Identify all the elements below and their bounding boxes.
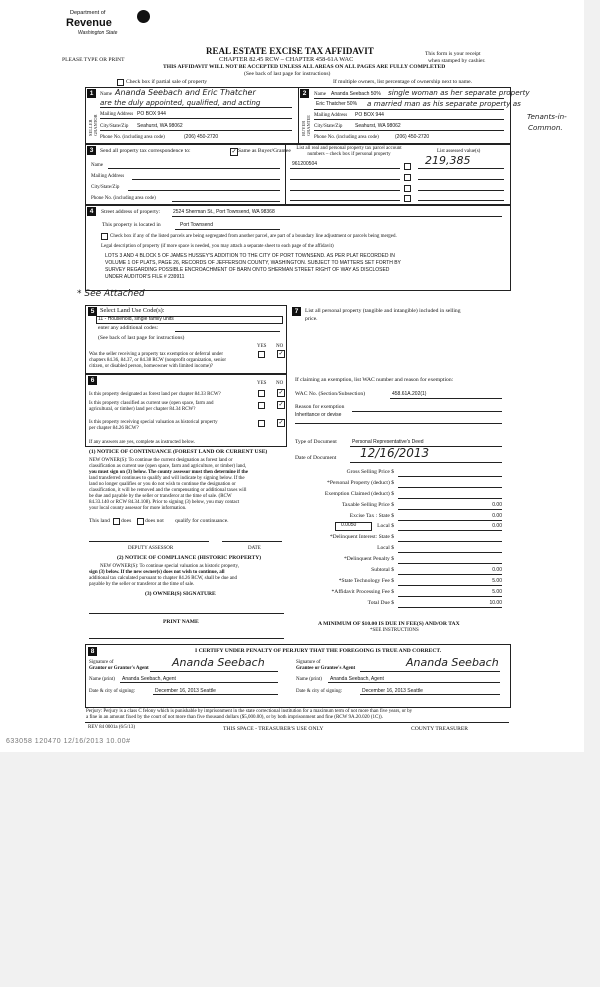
perjury-line2: a fine in an amount fixed by the court of not more than five thousand dollars ($5,000.00), or by both imprisonment and fine (RCW 9A.20.020 (1C)). (86, 715, 383, 720)
tax-row-label: Local $ (377, 523, 394, 529)
section-6-badge: 6 (88, 376, 97, 385)
tax-row-label: *Delinquent Interest: State $ (329, 534, 394, 540)
s5-no-checkbox[interactable]: ✓ (278, 351, 284, 357)
legal-line-2[interactable]: VOLUME 1 OF PLATS, PAGE 26, RECORDS OF JEFFERSON COUNTY, WASHINGTON. SUBJECT TO MATTERS SET FORTH BY (105, 260, 401, 266)
s5-question-1: Was the seller receiving a property tax exemption or deferral under (89, 352, 223, 357)
does-not-label: does not (145, 518, 164, 524)
same-as-buyer-label: Same as Buyer/Grantee (238, 148, 291, 154)
parcel-header: List all real and personal property tax parcel account numbers – check box if personal property (296, 146, 402, 157)
s6-q3-yes[interactable] (258, 420, 265, 427)
perjury-line1: Perjury: Perjury is a class C felony which is punishable by imprisonment in the state correctional institution for a maximum term of not more than five years, or by (86, 709, 413, 714)
seller-name[interactable]: Ananda Seebach and Eric Thatcher (115, 88, 256, 97)
owner-signature-title: (3) OWNER(S) SIGNATURE (145, 591, 216, 597)
buyer-name-label: Name (314, 92, 326, 97)
assessed-value[interactable]: 219,385 (425, 154, 471, 167)
personal-prop-checkbox-1[interactable] (404, 163, 411, 170)
treasurer-use: THIS SPACE - TREASURER'S USE ONLY (223, 726, 324, 732)
tax-row-label: Total Due $ (367, 600, 394, 606)
excise-state-value[interactable]: 0.00 (492, 513, 502, 519)
seller-phone[interactable]: (206) 450-2720 (184, 134, 219, 140)
s6-q2-yes[interactable] (258, 402, 265, 409)
parcel-number[interactable]: 961200504 (292, 161, 318, 167)
section-3-badge: 3 (87, 146, 96, 155)
buyer-name3-hw[interactable]: Tenants-in- (527, 112, 567, 121)
seller-city-label: City/State/Zip (100, 124, 129, 129)
form-title: REAL ESTATE EXCISE TAX AFFIDAVIT (206, 46, 374, 56)
notice-continuance-title: (1) NOTICE OF CONTINUANCE (FOREST LAND OR CURRENT USE) (89, 449, 268, 455)
personal-prop-checkbox-3[interactable] (404, 185, 411, 192)
s5-yes-checkbox[interactable] (258, 351, 265, 358)
county-treasurer: COUNTY TREASURER (411, 726, 469, 732)
s6-q3-no[interactable]: ✓ (278, 420, 284, 426)
tax-row-label: *Affidavit Processing Fee $ (331, 589, 394, 595)
land-use-see-back: (See back of last page for instructions) (98, 335, 185, 341)
buyer-name1[interactable]: Ananda Seebach 50% (331, 91, 381, 97)
total-due-value[interactable]: 10.00 (489, 600, 502, 606)
doc-date-value[interactable]: 12/16/2013 (360, 446, 430, 460)
tax-row-label: *Personal Property (deduct) $ (327, 480, 394, 486)
tax-row-label: *Delinquent Penalty $ (343, 556, 394, 562)
cashier-stamp: 633058 120470 12/16/2013 10.00# (6, 738, 131, 745)
see-instructions: *SEE INSTRUCTIONS (370, 628, 419, 633)
tech-fee-value[interactable]: 5.00 (492, 578, 502, 584)
located-in[interactable]: Port Townsend (180, 222, 213, 228)
section-2-badge: 2 (300, 89, 309, 98)
see-back-note: (See back of last page for instructions) (244, 71, 331, 77)
section-4-badge: 4 (87, 207, 96, 216)
grantee-print-name[interactable]: Ananda Seebach, Agent (330, 676, 384, 682)
corr-mailing-label: Mailing Address (91, 174, 125, 179)
form-chapter: CHAPTER 82.45 RCW – CHAPTER 458-61A WAC (219, 56, 354, 63)
wac-number[interactable]: 458.61A.202(1) (392, 391, 427, 397)
tax-row-label: Subtotal $ (371, 567, 394, 573)
not-accepted-note: THIS AFFIDAVIT WILL NOT BE ACCEPTED UNLESS ALL AREAS ON ALL PAGES ARE FULLY COMPLETED (163, 64, 446, 70)
buyer-city[interactable]: Seahurst, WA 98062 (355, 123, 401, 129)
grantee-signature[interactable]: Ananda Seebach (406, 656, 499, 669)
same-as-buyer-checkbox[interactable]: ✓ (231, 149, 237, 155)
s5-question-3: citizen, or disabled person, homeowner with limited income)? (89, 364, 213, 369)
assessed-header: List assessed value(s) (437, 149, 481, 154)
grantor-date[interactable]: December 16, 2013 Seattle (155, 688, 216, 694)
minimum-note: A MINIMUM OF $10.00 IS DUE IN FEE(S) AND/OR TAX (318, 621, 460, 627)
affidavit-page: Department of Revenue Washington State PLEASE TYPE OR PRINT REAL ESTATE EXCISE TAX AFFIDAVIT CHAPTER 82.45 RCW – CHAPTER 458-61A WAC THIS AFFIDAVIT WILL NOT BE ACCEPTED UNLESS ALL AREAS ON ALL PAGES ARE FULLY COMPLETED (See back of last page for instructions) This form is your receipt when stamped by cashier. Check box if partial sale of property If multiple owners, list percentage of ownership next to name. 1 2 SELLER GRANTOR BUYER GRANTEE Name Ananda Seebach and Eric Thatcher are the duly appointed, qualified, and acting Mailing Address PO BOX 944 City/State/Zip Seahurst, WA 98062 Phone No. (including area code) (206) 450-2720 Name Ananda Seebach 50% single woman as her separate property Eric Thatcher 50% a married man as his separate property as Tenants-in- Common. Mailing Address PO BOX 944 City/State/Zip Seahurst, WA 98062 Phone No. (including area code) (206) 450-2720 3 Send all property tax correspondence to: ✓ Same as Buyer/Grantee Name Mailing Address City/State/Zip Phone No. (including area code) List all real and personal property tax parcel account numbers – check box if personal property List assessed value(s) 961200504 219,385 4 Street address of property: 2524 Sherman St., Port Townsend, WA 98368 This property is located in Port Townsend Check box if any of the listed parcels are being segregated from another parcel, are part of a boundary line adjustment or parcels being merged. Legal description of property (if more space is needed, you may attach a separate sheet to each page of the affidavit) LOTS 3 AND 4 BLOCK 5 OF JAMES HUSSEY'S ADDITION TO THE CITY OF PORT TOWNSEND. AS PER PLAT RECORDED IN VOLUME 1 OF PLATS, PAGE 26, RECORDS OF JEFFERSON COUNTY, WASHINGTON. SUBJECT TO MATTERS SET FORTH BY SURVEY REGARDING POSSIBLE ENCROACHMENT OF BARN ONTO SHERMAN STREET RIGHT OF WAY AS DISCLOSED UNDER AUDITOR'S FILE # 239911 * See Attached 5 Select Land Use Code(s): 11 - Household, single family units enter any additional codes: (See back of last page for instructions) YES NO Was the seller receiving a property tax exemption or deferral under chapters 84.36, 84.37, or 84.38 RCW (nonprofit organization, senior citizen, or disabled person, homeowner with limited income)? ✓ 7 List all personal property (tangible and intangible) included in selling price. 6 YES NO Is this property designated as forest land per chapter 84.33 RCW? ✓ Is this property classified as current use (open space, farm and agricultural, or timber) land per chapter 84.34 RCW? ✓ Is this property receiving special valuation as historical property per chapter 84.26 RCW? ✓ If any answers are yes, complete as instructed below. (1) NOTICE OF CONTINUANCE (FOREST LAND OR CURRENT USE) NEW OWNER(S): To continue the current designation as forest land or classification as current use (open space, farm and agriculture, or timber) land, you must sign on (3) below. The county assessor must then determine if the land transferred continues to qualify and will indicate by signing below. If the land no longer qualifies or you do not wish to continue the designation or classification, it will be removed and the compensating or additional taxes will be due and payable by the seller or transferor at the time of sale. (RCW 84.33.140 or RCW 84.34.108). Prior to signing (3) below, you may contact your local county assessor for more information. This land does does not qualify for continuance. DEPUTY ASSESSOR DATE (2) NOTICE OF COMPLIANCE (HISTORIC PROPERTY) NEW OWNER(S): To continue special valuation as historic property, sign (3) below. If the new owner(s) does not wish to continue, all additional tax calculated pursuant to chapter 84.26 RCW, shall be due and payable by the seller or transferor at the time of sale. (3) OWNER(S) SIGNATURE PRINT NAME If claiming an exemption, list WAC number and reason for exemption: WAC No. (Section/Subsection) 458.61A.202(1) Reason for exemption Inheritance or devise Type of Document Personal Representative's Deed Date of Document 12/16/2013 Gross Selling Price $ *Personal Property (deduct) $ Exemption Claimed (deduct) $ Taxable Selling Price $ 0.00 Excise Tax : State $ 0.00 0.0050 Local $ 0.00 *Delinquent Interest: State $ Local $ *Delinquent Penalty $ Subtotal $ 0.00 *State Technology Fee $ 5.00 *Affidavit Processing Fee $ 5.00 Total Due $ 10.00 A MINIMUM OF $10.00 IS DUE IN FEE(S) AND/OR TAX *SEE INSTRUCTIONS 8 I CERTIFY UNDER PENALTY OF PERJURY THAT THE FOREGOING IS TRUE AND CORRECT. Signature of Grantor or Grantor's Agent Ananda Seebach Signature of Grantee or Grantee's Agent Ananda Seebach Name (print) Ananda Seebach, Agent Name (print) Ananda Seebach, Agent Date & city of signing: December 16, 2013 Seattle Date & city of signing: December 16, 2013 Seattle Perjury: Perjury is a class C felony which is punishable by imprisonment in the state correctional institution for a maximum term of not more than five years, or by a fine in an amount fixed by the court of not more than five thousand dollars ($5,000.00), or by both imprisonment and fine (RCW 9A.20.020 (1C)). REV 84 0001a (6/5/13) THIS SPACE - TREASURER'S USE ONLY COUNTY TREASURER 633058 120470 12/16/2013 10.00# (0, 0, 584, 752)
buyer-city-label: City/State/Zip (314, 124, 343, 129)
doc-type-value[interactable]: Personal Representative's Deed (352, 439, 424, 445)
see-attached: * See Attached (77, 289, 145, 299)
personal-property-label: List all personal property (tangible and intangible) included in selling (305, 308, 461, 314)
located-label: This property is located in (102, 222, 161, 228)
street-label: Street address of property: (101, 209, 161, 215)
affidavit-fee-value[interactable]: 5.00 (492, 589, 502, 595)
send-correspondence-label: Send all property tax correspondence to: (100, 148, 191, 154)
taxable-price-value[interactable]: 0.00 (492, 502, 502, 508)
corr-phone-label: Phone No. (including area code) (91, 196, 156, 201)
does-label: does (121, 518, 132, 524)
assessor-date-label: DATE (248, 546, 261, 551)
tax-row-label: Exemption Claimed (deduct) $ (324, 491, 394, 497)
grantor-signature[interactable]: Ananda Seebach (172, 656, 265, 669)
buyer-mailing[interactable]: PO BOX 944 (355, 112, 384, 118)
seller-phone-label: Phone No. (including area code) (100, 135, 165, 140)
agency-line2: Revenue (66, 17, 112, 29)
s6-yes: YES (257, 381, 267, 386)
corr-name-label: Name (91, 163, 103, 168)
s6-q2b: agricultural, or timber) land per chapter 84.34 RCW? (89, 407, 196, 412)
grantee-sig-label1: Signature of (296, 660, 321, 665)
s6-q2a: Is this property classified as current use (open space, farm and (89, 401, 214, 406)
seller-mailing-label: Mailing Address (100, 112, 134, 117)
street-address[interactable]: 2524 Sherman St., Port Townsend, WA 98368 (173, 209, 275, 215)
receipt-line1: This form is your receipt (425, 51, 481, 57)
tax-row-label: Excise Tax : State $ (349, 513, 394, 519)
segregated-label: Check box if any of the listed parcels are being segregated from another parcel, are part of a boundary line adjustment or parcels being merged. (110, 234, 397, 239)
buyer-name2-hw[interactable]: a married man as his separate property as (367, 99, 521, 108)
partial-sale-checkbox[interactable] (117, 79, 124, 86)
s6-q3a: Is this property receiving special valuation as historical property (89, 420, 218, 425)
reason-label: Reason for exemption (295, 404, 345, 410)
seller-label: SELLER GRANTOR (88, 114, 98, 136)
s6-q1: Is this property designated as forest land per chapter 84.33 RCW? (89, 392, 221, 397)
s6-no: NO (276, 381, 284, 386)
seller-name-label: Name (100, 92, 112, 97)
notice-compliance-title: (2) NOTICE OF COMPLIANCE (HISTORIC PROPERTY) (117, 555, 262, 561)
section-8-badge: 8 (88, 647, 97, 656)
buyer-phone-label: Phone No. (including area code) (314, 135, 379, 140)
s5-question-2: chapters 84.36, 84.37, or 84.38 RCW (nonprofit organization, senior (89, 358, 227, 363)
grantor-sig-label2: Grantor or Grantor's Agent (89, 666, 149, 671)
legal-line-1[interactable]: LOTS 3 AND 4 BLOCK 5 OF JAMES HUSSEY'S ADDITION TO THE CITY OF PORT TOWNSEND. AS PER PLAT RECORDED IN (105, 253, 395, 259)
exemption-claim-label: If claiming an exemption, list WAC number and reason for exemption: (295, 377, 454, 383)
deputy-assessor-label: DEPUTY ASSESSOR (128, 546, 174, 551)
corr-city-label: City/State/Zip (91, 185, 120, 190)
tax-row-label: Gross Selling Price $ (346, 469, 394, 475)
seller-name-cont[interactable]: are the duly appointed, qualified, and acting (100, 98, 261, 107)
this-land-label: This land (89, 518, 110, 524)
personal-prop-checkbox-4[interactable] (404, 195, 411, 202)
wac-label: WAC No. (Section/Subsection) (295, 391, 366, 397)
s6-q1-no[interactable]: ✓ (278, 390, 284, 396)
receipt-line2: when stamped by cashier. (428, 58, 486, 64)
legal-line-4[interactable]: UNDER AUDITOR'S FILE # 239911 (105, 274, 185, 280)
wa-state-icon (137, 10, 150, 23)
s6-q1-yes[interactable] (258, 390, 265, 397)
does-checkbox[interactable] (113, 518, 120, 525)
grantee-date-label: Date & city of signing: (296, 689, 343, 694)
grantor-print-label: Name (print) (89, 677, 115, 682)
does-not-checkbox[interactable] (137, 518, 144, 525)
personal-property-price: price. (305, 316, 318, 322)
certify-statement: I CERTIFY UNDER PENALTY OF PERJURY THAT THE FOREGOING IS TRUE AND CORRECT. (195, 648, 442, 654)
section-5-badge: 5 (88, 307, 97, 316)
section-7-badge: 7 (292, 307, 301, 316)
local-rate: 0.0050 (341, 522, 357, 528)
doc-date-label: Date of Document (295, 455, 337, 461)
section-1-badge: 1 (87, 89, 96, 98)
s5-yes: YES (257, 344, 267, 349)
grantor-date-label: Date & city of signing: (89, 689, 136, 694)
partial-sale-label: Check box if partial sale of property (126, 79, 208, 85)
buyer-name4-hw[interactable]: Common. (528, 123, 563, 132)
if-any-yes: If any answers are yes, complete as instructed below. (89, 440, 196, 445)
agency-line1: Department of (70, 10, 106, 16)
reason-value[interactable]: Inheritance or devise (295, 412, 342, 418)
buyer-name1-hw[interactable]: single woman as her separate property (388, 88, 530, 97)
segregated-checkbox[interactable] (101, 233, 108, 240)
buyer-name2[interactable]: Eric Thatcher 50% (316, 101, 358, 107)
type-or-print: PLEASE TYPE OR PRINT (62, 57, 125, 63)
rev-number: REV 84 0001a (6/5/13) (88, 725, 135, 730)
grantor-sig-label1: Signature of (89, 660, 114, 665)
s6-q3b: per chapter 84.26 RCW? (89, 426, 139, 431)
multiple-owners-note: If multiple owners, list percentage of ownership next to name. (333, 79, 473, 85)
print-name-label: PRINT NAME (163, 619, 199, 625)
grantee-date[interactable]: December 16, 2013 Seattle (362, 688, 423, 694)
tax-row-label: *State Technology Fee $ (338, 578, 394, 584)
qualify-label: qualify for continuance. (175, 518, 229, 524)
agency-line3: Washington State (78, 30, 118, 36)
s6-q2-no[interactable]: ✓ (278, 402, 284, 408)
grantee-print-label: Name (print) (296, 677, 322, 682)
revenue-logo (66, 8, 156, 44)
tax-row-label: Local $ (377, 545, 394, 551)
excise-local-value[interactable]: 0.00 (492, 523, 502, 529)
additional-codes-label: enter any additional codes: (98, 325, 159, 331)
grantee-sig-label2: Grantee or Grantee's Agent (296, 666, 356, 671)
grantor-print-name[interactable]: Ananda Seebach, Agent (122, 676, 176, 682)
buyer-label: BUYER GRANTEE (301, 115, 311, 136)
buyer-phone[interactable]: (206) 450-2720 (395, 134, 430, 140)
buyer-mailing-label: Mailing Address (314, 113, 348, 118)
personal-prop-checkbox-2[interactable] (404, 174, 411, 181)
subtotal-value[interactable]: 0.00 (492, 567, 502, 573)
legal-label: Legal description of property (if more space is needed, you may attach a separate sheet to each page of the affidavit) (101, 244, 334, 249)
tax-row-label: Taxable Selling Price $ (342, 502, 394, 508)
doc-type-label: Type of Document (295, 439, 337, 445)
land-use-label: Select Land Use Code(s): (100, 307, 165, 314)
seller-city[interactable]: Seahurst, WA 98062 (137, 123, 183, 129)
land-use-value: 11 - Household, single family units (98, 316, 174, 322)
seller-mailing[interactable]: PO BOX 944 (137, 111, 166, 117)
legal-line-3[interactable]: SURVEY REGARDING POSSIBLE ENCROACHMENT OF BARN ONTO SHERMAN STREET RIGHT OF WAY AS DISCLOSED (105, 267, 390, 273)
s5-no: NO (276, 344, 284, 349)
